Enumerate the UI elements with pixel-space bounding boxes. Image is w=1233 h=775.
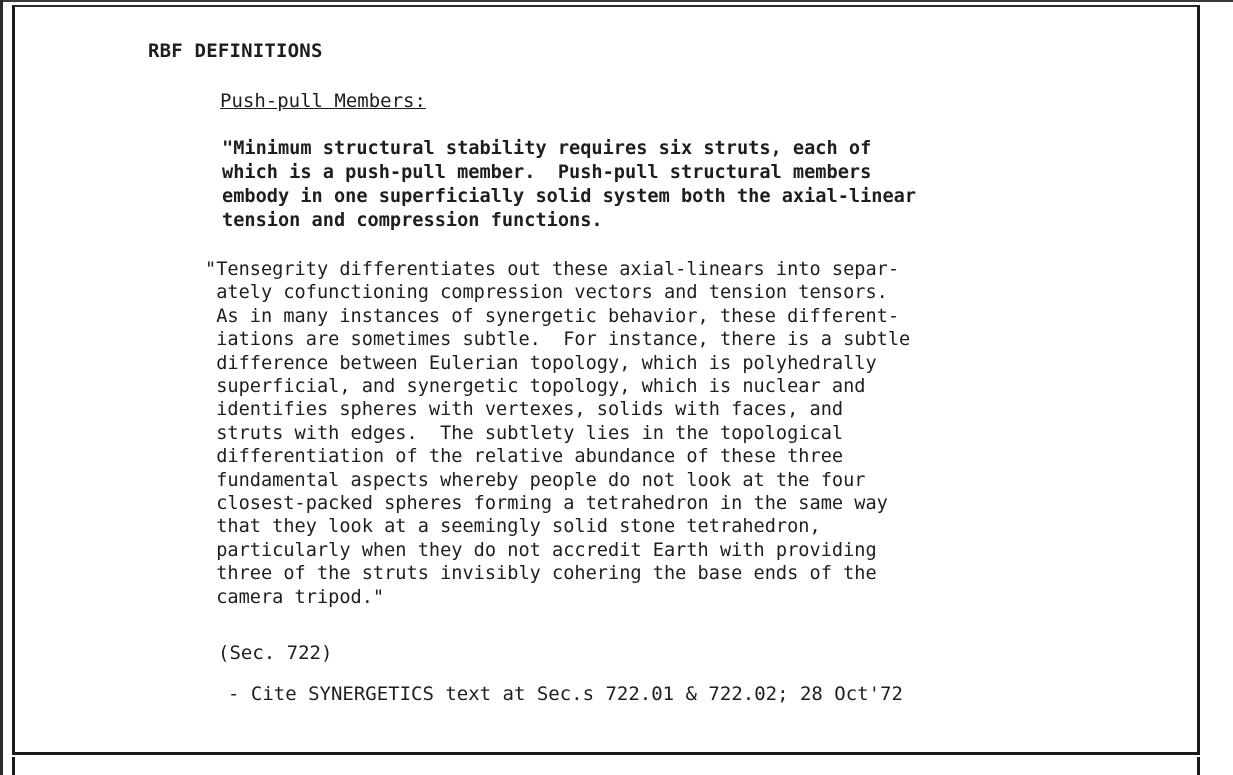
scan-edge-top: [0, 0, 1233, 2]
quote-paragraph-1: "Minimum structural stability requires six struts, each of which is a push-pull member. Push-pull structural members embody in one superficially solid system both the axial-linear tension and compression functions.: [222, 138, 917, 231]
scan-edge-left: [0, 0, 3, 775]
quote-paragraph-2: "Tensegrity differentiates out these axial-linears into separ- ately cofunctioning compression vectors and tension tensors. As in many instances of synergetic behavior, these different- iations are sometimes subtle. For instance, there is a subtle difference between Eulerian topology, which is polyhedrally superficial, and synergetic topology, which is nuclear and identifies spheres with vertexes, solids with faces, and struts with edges. The subtlety lies in the topological differentiation of the relative abundance of these three fundamental aspects whereby people do not look at the four closest-packed spheres forming a tetrahedron in the same way that they look at a seemingly solid stone tetrahedron, particularly when they do not accredit Earth with providing three of the struts invisibly cohering the base ends of the camera tripod.": [205, 259, 911, 608]
section-reference: (Sec. 722): [218, 642, 333, 664]
next-card-edge: [12, 757, 1200, 775]
card-title: RBF DEFINITIONS: [148, 40, 323, 62]
citation-line: - Cite SYNERGETICS text at Sec.s 722.01 & 722.02; 28 Oct'72: [228, 683, 903, 705]
subheading: Push-pull Members:: [220, 90, 426, 112]
